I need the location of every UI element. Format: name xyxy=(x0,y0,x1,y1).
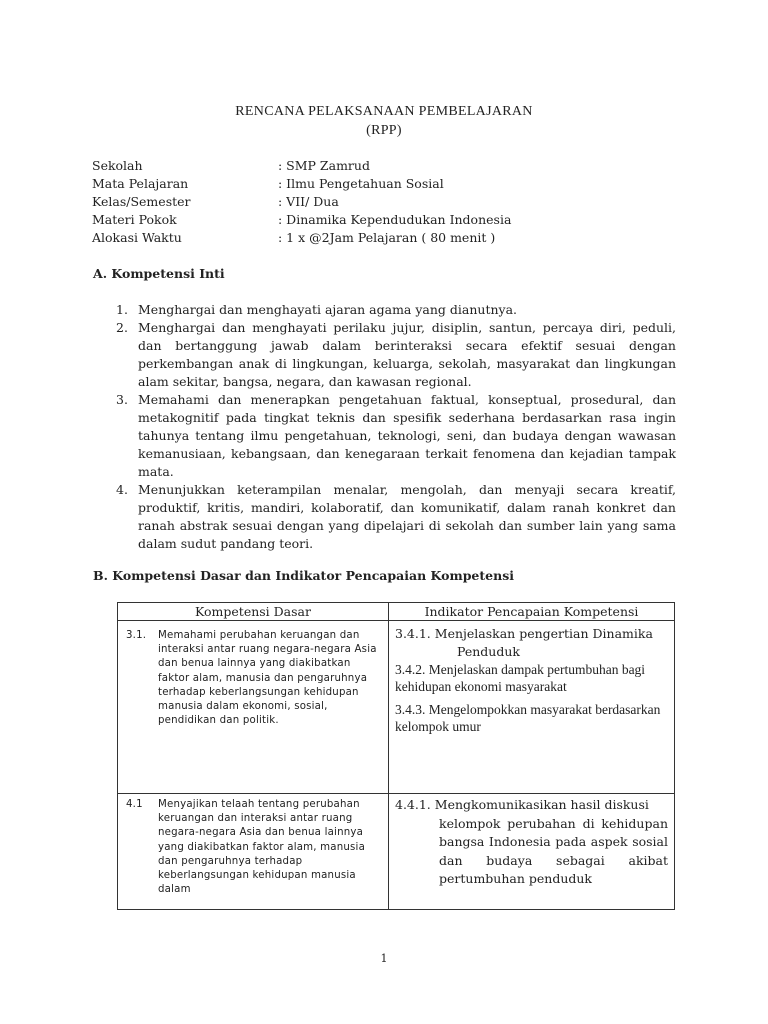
indicator-cell xyxy=(389,794,675,910)
table-row xyxy=(118,794,675,910)
section-a-heading: A. Kompetensi Inti xyxy=(93,266,225,281)
item-number: 2. xyxy=(116,320,128,335)
table-row xyxy=(118,621,675,794)
list-item xyxy=(116,391,676,481)
item-text: Menghargai dan menghayati ajaran agama yang dianutnya. xyxy=(138,302,518,317)
info-label: Materi Pokok xyxy=(92,212,177,227)
kd-text: Menyajikan telaah tentang perubahan keruangan dan interaksi antar ruang negara-negara Asia dan benua lainnya yang diakibatkan faktor alam, manusia dan pengaruhnya terhadap keberlangsungan kehidupan manusia dalam xyxy=(158,799,366,896)
kompetensi-inti-list xyxy=(116,301,676,553)
info-row-sekolah xyxy=(92,157,592,175)
section-b-heading: B. Kompetensi Dasar dan Indikator Pencapaian Kompetensi xyxy=(93,568,514,583)
identity-block xyxy=(92,157,592,247)
list-item xyxy=(116,301,676,319)
list-item xyxy=(116,319,676,391)
item-number: 4. xyxy=(116,482,128,497)
indicator-item: 3.4.3. Mengelompokkan masyarakat berdasarkan kelompok umur xyxy=(395,702,661,734)
indicator-code: 3.4.1. xyxy=(395,626,431,641)
page-number: 1 xyxy=(380,952,388,965)
indicator-code: 4.4.1. xyxy=(395,797,431,812)
item-text: Menghargai dan menghayati perilaku jujur, disiplin, santun, percaya diri, peduli, dan bertanggung jawab dalam berinteraksi secara efektif sesuai dengan perkembangan anak di lingkungan, keluarga, sekolah, masyarakat dan lingkungan alam sekitar, bangsa, negara, dan kawasan regional. xyxy=(138,320,676,389)
info-row-kelas-semester xyxy=(92,193,592,211)
item-text: Memahami dan menerapkan pengetahuan faktual, konseptual, prosedural, dan metakognitif pada tingkat teknis dan spesifik sederhana berdasarkan rasa ingin tahunya tentang ilmu pengetahuan, teknologi, seni, dan budaya dengan wawasan kemanusiaan, kebangsaan, dan kenegaraan terkait fenomena dan kejadian tampak mata. xyxy=(138,392,676,479)
document-subtitle: (RPP) xyxy=(366,123,402,138)
indicator-continuation: Penduduk xyxy=(457,644,520,659)
indicator-item xyxy=(395,625,668,661)
info-row-mata-pelajaran xyxy=(92,175,592,193)
info-row-materi-pokok xyxy=(92,211,592,229)
info-value: : VII/ Dua xyxy=(278,194,339,209)
kd-code: 4.1 xyxy=(126,799,143,810)
competency-table xyxy=(117,602,675,910)
item-number: 1. xyxy=(116,302,128,317)
info-value: : Dinamika Kependudukan Indonesia xyxy=(278,212,512,227)
column-header-indikator: Indikator Pencapaian Kompetensi xyxy=(389,603,675,621)
list-item xyxy=(116,481,676,553)
indicator-item xyxy=(395,796,668,889)
info-value: : 1 x @2Jam Pelajaran ( 80 menit ) xyxy=(278,230,496,245)
indicator-cell xyxy=(389,621,675,794)
indicator-item: 3.4.2. Menjelaskan dampak pertumbuhan bagi kehidupan ekonomi masyarakat xyxy=(395,662,646,694)
kd-cell xyxy=(118,794,389,910)
column-header-kd: Kompetensi Dasar xyxy=(118,603,389,621)
info-row-alokasi-waktu xyxy=(92,229,592,247)
info-label: Sekolah xyxy=(92,158,143,173)
kd-code: 3.1. xyxy=(126,630,147,641)
info-label: Alokasi Waktu xyxy=(92,230,182,245)
indicator-text: Menjelaskan pengertian Dinamika xyxy=(434,626,653,641)
info-value: : Ilmu Pengetahuan Sosial xyxy=(278,176,444,191)
indicator-text: Mengkomunikasikan hasil diskusi xyxy=(434,797,649,812)
kd-cell xyxy=(118,621,389,794)
item-number: 3. xyxy=(116,392,128,407)
item-text: Menunjukkan keterampilan menalar, mengolah, dan menyaji secara kreatif, produktif, kritis, mandiri, kolaboratif, dan komunikatif, dalam ranah konkret dan ranah abstrak sesuai dengan yang dipelajari di sekolah dan sumber lain yang sama dalam sudut pandang teori. xyxy=(138,482,676,551)
info-label: Mata Pelajaran xyxy=(92,176,189,191)
indicator-continuation: kelompok perubahan di kehidupan bangsa Indonesia pada aspek sosial dan budaya sebagai akibat pertumbuhan penduduk xyxy=(439,815,668,886)
table-header-row xyxy=(118,603,675,621)
document-title: RENCANA PELAKSANAAN PEMBELAJARAN xyxy=(235,104,533,119)
info-label: Kelas/Semester xyxy=(92,194,191,209)
info-value: : SMP Zamrud xyxy=(278,158,370,173)
kd-text: Memahami perubahan keruangan dan interaksi antar ruang negara-negara Asia dan benua lainnya yang diakibatkan faktor alam, manusia dan pengaruhnya terhadap keberlangsungan kehidupan manusia dalam ekonomi, sosial, pendidikan dan politik. xyxy=(158,630,377,727)
